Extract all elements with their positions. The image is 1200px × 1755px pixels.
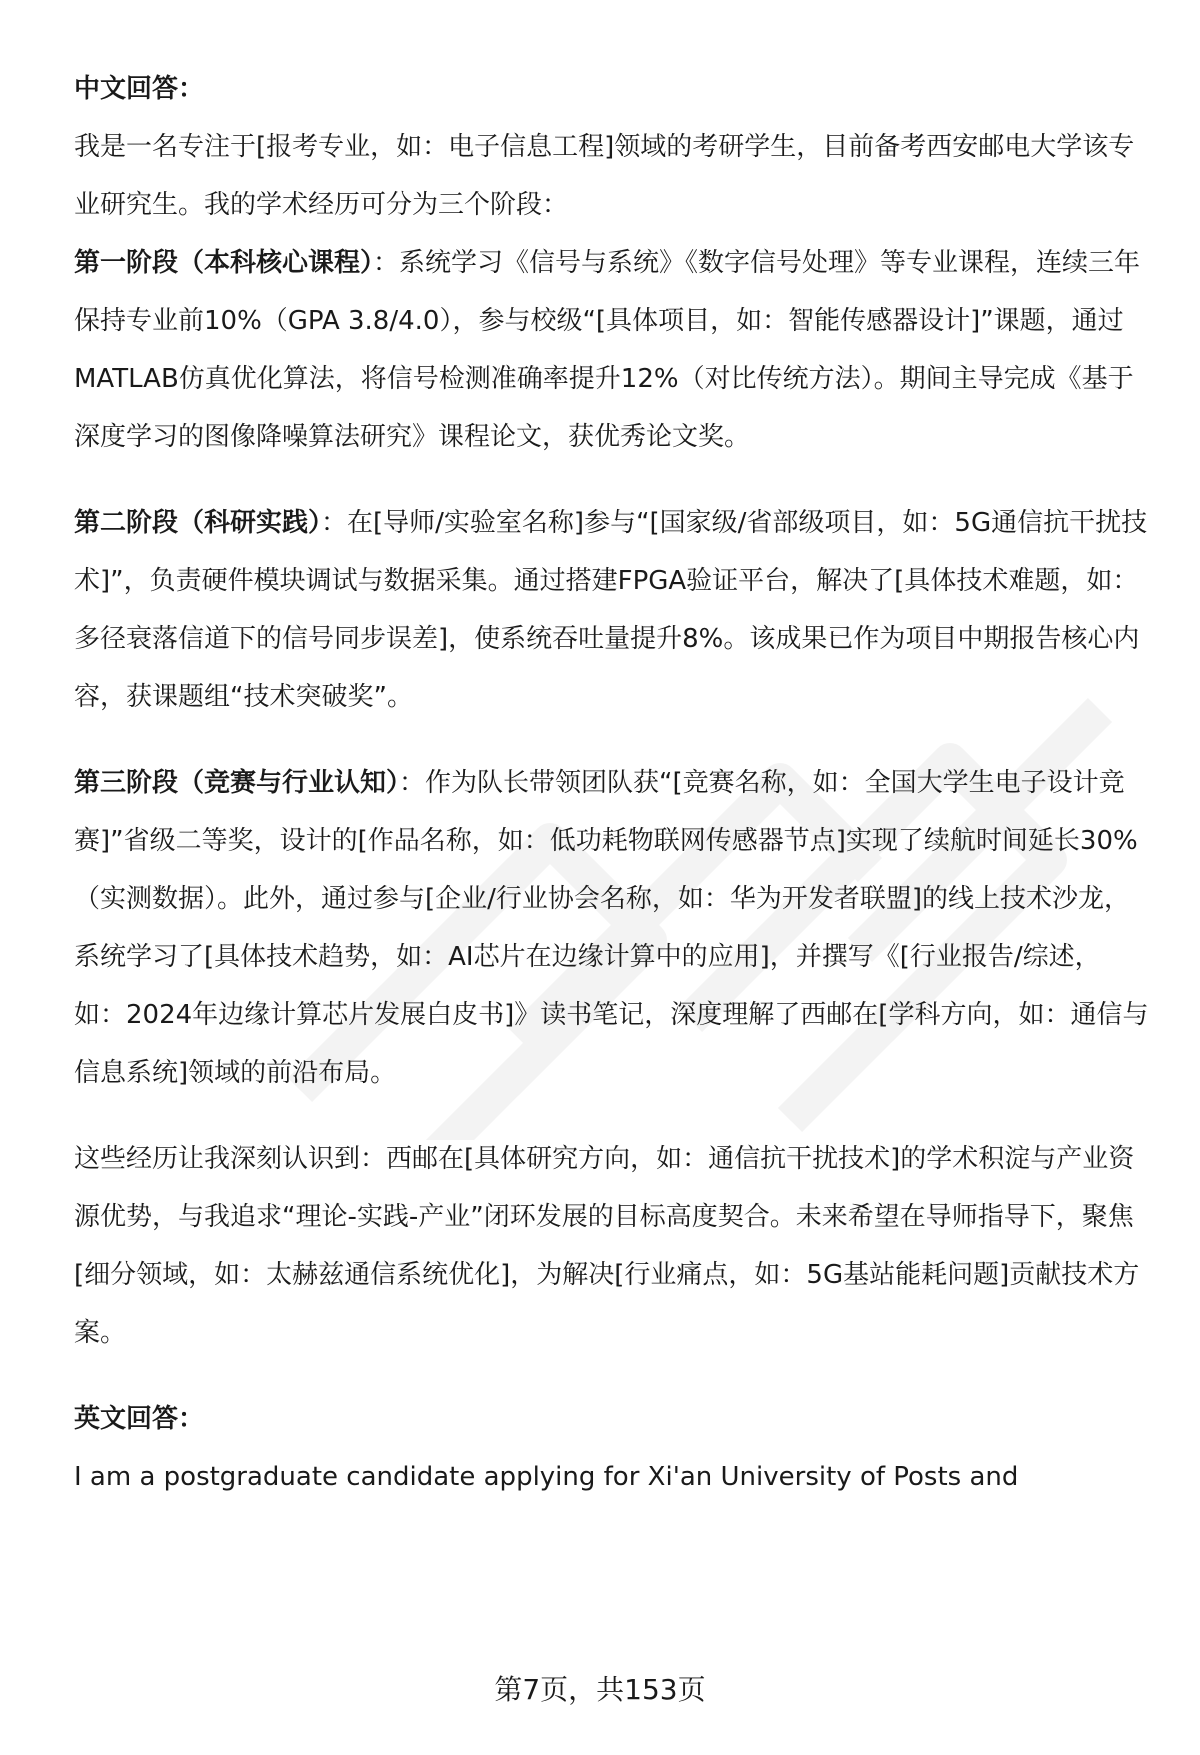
intro-paragraph: 我是一名专注于[报考专业，如：电子信息工程]领域的考研学生，目前备考西安邮电大学该专业研究生。我的学术经历可分为三个阶段： bbox=[74, 132, 1135, 220]
stage3-title: 第三阶段（竞赛与行业认知） bbox=[74, 768, 400, 798]
document-body bbox=[74, 60, 1152, 1506]
page-number: 第7页，共153页 bbox=[494, 1673, 706, 1706]
conclusion-paragraph: 这些经历让我深刻认识到：西邮在[具体研究方向，如：通信抗干扰技术]的学术积淀与产业资源优势，与我追求“理论-实践-产业”闭环发展的目标高度契合。未来希望在导师指导下，聚焦[细分领域，如：太赫兹通信系统优化]，为解决[行业痛点，如：5G基站能耗问题]贡献技术方案。 bbox=[74, 1144, 1140, 1348]
stage2-paragraph bbox=[74, 494, 1152, 726]
stage2-body: ：在[导师/实验室名称]参与“[国家级/省部级项目，如：5G通信抗干扰技术]”，负责硬件模块调试与数据采集。通过搭建FPGA验证平台，解决了[具体技术难题，如：多径衰落信道下的信号同步误差]，使系统吞吐量提升8%。该成果已作为项目中期报告核心内容，获课题组“技术突破奖”。 bbox=[74, 508, 1148, 712]
stage3-paragraph bbox=[74, 754, 1152, 1102]
chinese-answer-heading: 中文回答： bbox=[74, 74, 205, 104]
english-answer-heading: 英文回答： bbox=[74, 1404, 205, 1434]
english-answer-start: I am a postgraduate candidate applying for Xi'an University of Posts and bbox=[74, 1462, 1019, 1492]
stage3-body: ：作为队长带领团队获“[竞赛名称，如：全国大学生电子设计竞赛]”省级二等奖，设计的[作品名称，如：低功耗物联网传感器节点]实现了续航时间延长30%（实测数据）。此外，通过参与[企业/行业协会名称，如：华为开发者联盟]的线上技术沙龙，系统学习了[具体技术趋势，如：AI芯片在边缘计算中的应用]，并撰写《[行业报告/综述，如：2024年边缘计算芯片发展白皮书]》读书笔记，深度理解了西邮在[学科方向，如：通信与信息系统]领域的前沿布局。 bbox=[74, 768, 1149, 1088]
stage1-title: 第一阶段（本科核心课程） bbox=[74, 248, 374, 278]
stage1-paragraph bbox=[74, 234, 1152, 466]
stage2-title: 第二阶段（科研实践） bbox=[74, 508, 322, 538]
stage1-body: ：系统学习《信号与系统》《数字信号处理》等专业课程，连续三年保持专业前10%（GPA 3.8/4.0），参与校级“[具体项目，如：智能传感器设计]”课题，通过MATLAB仿真优化算法，将信号检测准确率提升12%（对比传统方法）。期间主导完成《基于深度学习的图像降噪算法研究》课程论文，获优秀论文奖。 bbox=[74, 248, 1141, 452]
